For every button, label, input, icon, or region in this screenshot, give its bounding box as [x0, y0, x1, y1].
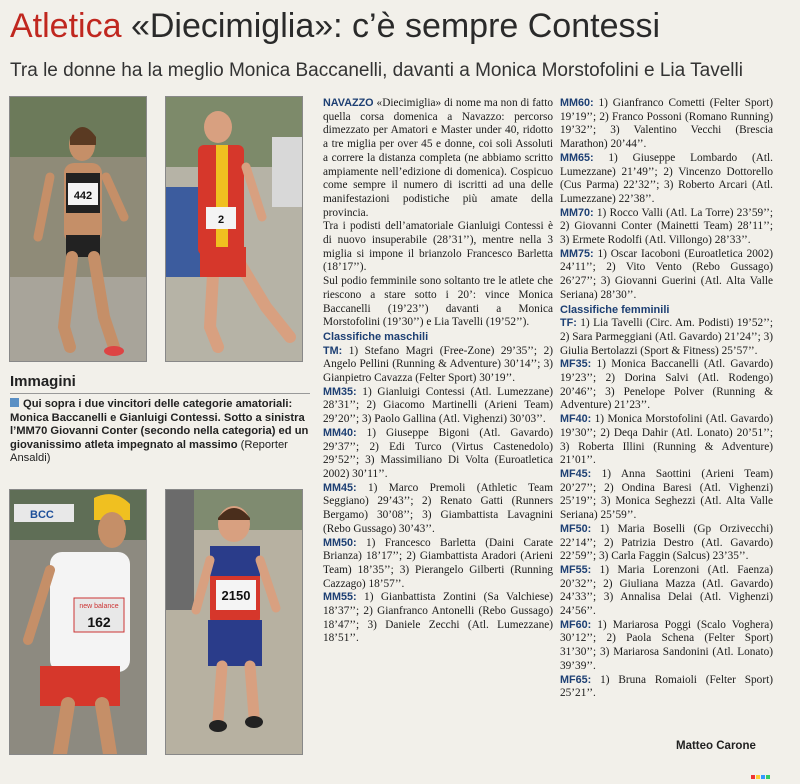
section-heading-men: Classifiche maschili: [323, 330, 429, 343]
category-label: MF60:: [560, 618, 592, 631]
photo-credit: (Reporter Ansaldi): [10, 438, 288, 465]
category-label: MM65:: [560, 151, 594, 164]
result-entry: [323, 386, 553, 427]
headline-prefix: Atletica: [10, 7, 122, 45]
result-entry: [323, 591, 553, 646]
result-entry: [560, 248, 773, 303]
photo-giovanni-conter: [9, 489, 147, 755]
result-entry: [560, 619, 773, 674]
result-text: 1) Maria Boselli (Gp Orzivecchi) 22’14’’; 2) Patrizia Destro (Atl. Gavardo) 22’59’’; 3) Carla Faggin (Salcus) 23’35’’.: [560, 522, 773, 563]
result-text: 1) Monica Morstofolini (Atl. Gavardo) 19’30’’; 2) Deqa Dahir (Atl. Lonato) 20’51’’; 3) Roberta Illini (Running & Adventure) 21’01’’.: [560, 413, 773, 467]
photo-caption: [10, 398, 310, 466]
category-label: MF50:: [560, 522, 592, 535]
result-text: 1) Mariarosa Poggi (Scalo Voghera) 30’12’’; 2) Paola Schena (Felter Sport) 31’30’’; 3) Mariarosa Sandonini (Atl. Lonato) 39’39’’.: [560, 618, 773, 672]
category-label: MM35:: [323, 385, 357, 398]
photo-monica-baccanelli: [9, 96, 147, 362]
category-label: MF40:: [560, 413, 592, 426]
result-text: 1) Anna Saottini (Arieni Team) 20’27’’; 2) Ondina Baresi (Atl. Vighenzi) 25’19’’; 3) Monica Seghezzi (Atl. Alta Valle Seriana) 25’59’’.: [560, 467, 773, 522]
category-label: TM:: [323, 344, 343, 357]
article-paragraph: «Diecimiglia» di nome ma non di fatto quella corsa domenica a Navazzo: percorso dimezzato per Amatori e Master under 40, ridotto a tre miglia per over 45 e donne, coi soli Assoluti a correre la distanza completa (ne abbiamo scritto ampiamente nell’edizione di domenica). Cospicuo come sempre il numero di iscritti ad una delle manifestazioni podistiche più amate della provincia.: [323, 97, 553, 219]
category-label: MM45:: [323, 481, 357, 494]
category-label: MF55:: [560, 563, 592, 576]
result-entry: [560, 523, 773, 564]
color-registration-marks: [750, 766, 770, 784]
author-byline: Matteo Carone: [676, 740, 756, 752]
result-text: 1) Rocco Valli (Atl. La Torre) 23’59’’; 2) Giovanni Conter (Mainetti Team) 28’11’’; 3) Ermete Rodolfi (Atl. Villongo) 28’33’’.: [560, 206, 773, 247]
bib-number: 442: [73, 190, 93, 202]
bib-number: 2: [217, 214, 225, 226]
result-entry: [560, 207, 773, 248]
result-entry: [323, 537, 553, 592]
caption-marker-icon: [10, 398, 19, 407]
result-text: 1) Oscar Iacoboni (Euroatletica 2002) 24’11’’; 2) Vito Vento (Rebo Gussago) 26’27’’; 3) Giovanni Guerini (Atl. Alta Valle Seriana) 28’30’’.: [560, 247, 773, 301]
category-label: MF65:: [560, 673, 592, 686]
category-label: MM50:: [323, 536, 357, 549]
article-intro: [323, 97, 553, 220]
result-entry: [323, 482, 553, 537]
result-text: 1) Bruna Romaioli (Felter Sport) 25’21’’.: [560, 673, 773, 700]
result-text: 1) Giuseppe Lombardo (Atl. Lumezzane) 21’49’’; 2) Vincenzo Dottorello (Cus Parma) 22’32’’; 3) Roberto Arcari (Atl. Lumezzane) 22’38’’.: [560, 151, 773, 205]
result-entry: [560, 97, 773, 152]
kicker-divider: [10, 393, 310, 394]
category-label: TF:: [560, 317, 577, 330]
result-text: 1) Stefano Magri (Free-Zone) 29’35’’; 2) Angelo Pellini (Running & Adventure) 30’14’’; 3) Gianpietro Cavazza (Felter Sport) 30’19’’.: [323, 344, 553, 385]
result-text: 1) Giuseppe Bigoni (Atl. Gavardo) 29’37’’; 2) Edi Turco (Virtus Castenedolo) 29’52’’; 3) Massimiliano Di Volta (Euroatletica 2002) 30’11’’.: [323, 426, 553, 480]
headline-text: «Diecimiglia»: c’è sempre Contessi: [121, 7, 661, 45]
result-entry: [560, 468, 773, 523]
category-label: MM55:: [323, 591, 357, 604]
category-label: MM40:: [323, 426, 357, 439]
article-column-2: [560, 97, 773, 701]
caption-text: Qui sopra i due vincitori delle categorie amatoriali: Monica Baccanelli e Gianluigi Contessi. Sotto a sinistra l’MM70 Giovanni Conter (secondo nella categoria) ed un giovanissimo atleta impegnato al massimo: [10, 398, 309, 451]
result-text: 1) Francesco Barletta (Daini Carate Brianza) 18’17’’; 2) Giambattista Aradori (Arieni Team) 18’35’’; 3) Pierangelo Gilberti (Running Cazzago) 18’57’’.: [323, 536, 553, 590]
article-paragraph: Tra i podisti dell’amatoriale Gianluigi Contessi è di nuovo insuperabile (28’31’’), mentre nella 3 miglia si impone il brianzolo Francesco Barletta (18’17’’).: [323, 220, 553, 274]
result-entry: [560, 413, 773, 468]
banner-text: BCC: [30, 509, 54, 521]
bib-brand: new balance: [79, 603, 119, 610]
category-label: MM70:: [560, 206, 594, 219]
result-entry: [323, 345, 553, 386]
result-text: 1) Lia Tavelli (Circ. Am. Podisti) 19’52’’; 2) Sara Parmeggiani (Atl. Gavardo) 21’24’’; 3) Giulia Bertolazzi (Sport & Fitness) 25’57’’.: [560, 317, 773, 357]
result-text: 1) Gianfranco Cometti (Felter Sport) 19’19’’; 2) Franco Possoni (Romano Running) 19’32’’; 3) Valentino Vecchi (Brescia Marathon) 20’44’’.: [560, 97, 773, 151]
result-text: 1) Gianluigi Contessi (Atl. Lumezzane) 28’31’’; 2) Giacomo Martinelli (Arieni Team) 29’20’’; 3) Paolo Gallina (Atl. Vighenzi) 30’03’’.: [323, 385, 553, 426]
result-entry: [560, 358, 773, 413]
result-text: 1) Maria Lorenzoni (Atl. Faenza) 20’32’’; 2) Giuliana Mazza (Atl. Gavardo) 24’33’’; 3) Annalisa Delai (Atl. Vighenzi) 24’56’’.: [560, 563, 773, 618]
result-entry: [560, 564, 773, 619]
bib-number: 162: [87, 614, 111, 630]
result-entry: [323, 427, 553, 482]
section-kicker: Immagini: [10, 373, 76, 390]
section-heading-women: Classifiche femminili: [560, 303, 670, 316]
result-text: 1) Marco Premoli (Athletic Team Seggiano) 29’43’’; 2) Renato Gatti (Runners Bergamo) 30’08’’; 3) Giambattista Lavagnini (Rebo Gussago) 30’43’’.: [323, 481, 553, 535]
result-entry: [560, 317, 773, 358]
bib-number: 2150: [221, 588, 251, 603]
dateline: NAVAZZO: [323, 97, 374, 109]
result-text: 1) Monica Baccanelli (Atl. Gavardo) 19’23’’; 2) Dorina Salvi (Atl. Rodengo) 20’46’’; 3) Penelope Polver (Running & Adventure) 21’23’’.: [560, 358, 773, 412]
result-text: 1) Gianbattista Zontini (Sa Valchiese) 18’37’’; 2) Gianfranco Antonelli (Rebo Gussago) 18’47’’; 3) Daniele Zecchi (Atl. Lumezzane) 18’51’’.: [323, 591, 553, 645]
photo-young-athlete: [165, 489, 303, 755]
result-entry: [560, 152, 773, 207]
category-label: MF45:: [560, 467, 592, 480]
category-label: MM60:: [560, 97, 594, 109]
article-paragraph: Sul podio femminile sono soltanto tre le atlete che riescono a stare sotto i 20’: vince Monica Baccanelli (19’23’’) davanti a Monica Morstofolini (19’30’’) e Lia Tavelli (19’52’’).: [323, 275, 553, 329]
subheadline: Tra le donne ha la meglio Monica Baccanelli, davanti a Monica Morstofolini e Lia Tavelli: [10, 60, 743, 81]
article-column-1: [323, 97, 553, 646]
result-entry: [560, 674, 773, 701]
headline: [10, 6, 660, 46]
category-label: MF35:: [560, 358, 592, 371]
photo-gianluigi-contessi: [165, 96, 303, 362]
category-label: MM75:: [560, 247, 594, 260]
